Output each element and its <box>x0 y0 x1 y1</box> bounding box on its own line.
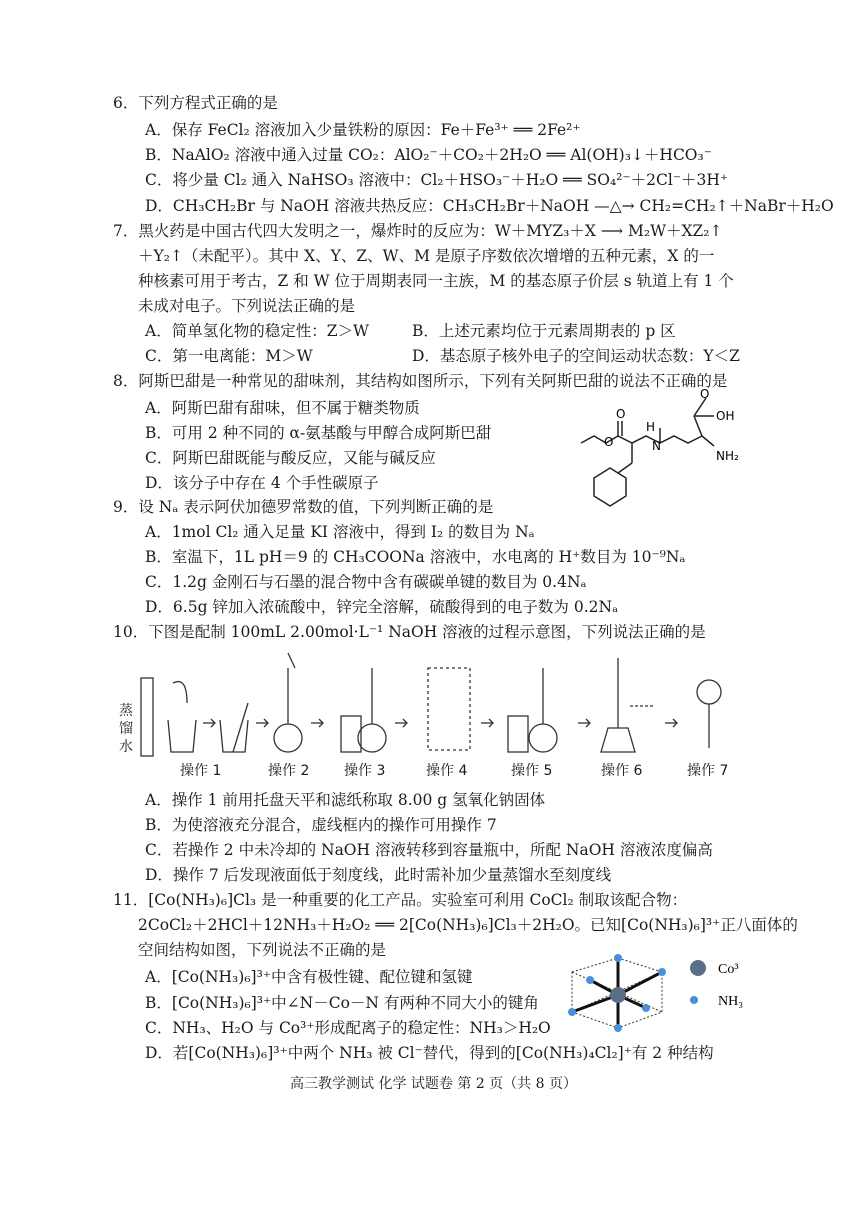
q8-option-c: C．阿斯巴甜既能与酸反应，又能与碱反应 <box>145 449 436 467</box>
q8-stem: 8．阿斯巴甜是一种常见的甜味剂，其结构如图所示，下列有关阿斯巴甜的说法不正确的是 <box>113 372 728 390</box>
step-label-3: 操作 3 <box>344 763 386 779</box>
q10-stem: 10．下图是配制 100mL 2.00mol·L⁻¹ NaOH 溶液的过程示意图，下列说法正确的是 <box>113 623 706 641</box>
aspartame-n: N <box>652 439 661 453</box>
q10-option-b: B．为使溶液充分混合，虚线框内的操作可用操作 7 <box>145 816 497 834</box>
q11-option-a: A．[Co(NH₃)₆]³⁺中含有极性键、配位键和氢键 <box>145 968 473 986</box>
aspartame-oh: OH <box>716 409 735 423</box>
q10-option-a: A．操作 1 前用托盘天平和滤纸称取 8.00 g 氢氧化钠固体 <box>145 791 546 809</box>
q11-option-d: D．若[Co(NH₃)₆]³⁺中两个 NH₃ 被 Cl⁻替代，得到的[Co(NH₃)₄Cl₂]⁺有 2 种结构 <box>145 1044 714 1062</box>
q11-stem-line3: 空间结构如图，下列说法不正确的是 <box>138 941 387 959</box>
q7-stem-line1: 7．黑火药是中国古代四大发明之一，爆炸时的反应为：W＋MYZ₃＋X ⟶ M₂W＋XZ₂↑ <box>113 222 723 240</box>
aspartame-o3: O <box>700 388 710 401</box>
q8-option-b: B．可用 2 种不同的 α-氨基酸与甲醇合成阿斯巴甜 <box>145 424 492 442</box>
legend-co: Co³ <box>718 962 739 977</box>
q6-option-a: A．保存 FeCl₂ 溶液加入少量铁粉的原因：Fe＋Fe³⁺ ══ 2Fe²⁺ <box>145 121 581 139</box>
q10-option-d: D．操作 7 后发现液面低于刻度线，此时需补加少量蒸馏水至刻度线 <box>145 866 612 884</box>
q9-option-a: A．1mol Cl₂ 通入足量 KI 溶液中，得到 I₂ 的数目为 Nₐ <box>145 523 535 541</box>
step-label-2: 操作 2 <box>268 763 310 779</box>
q11-option-c: C．NH₃、H₂O 与 Co³⁺形成配离子的稳定性：NH₃＞H₂O <box>145 1019 551 1037</box>
q10-option-c: C．若操作 2 中未冷却的 NaOH 溶液转移到容量瓶中，所配 NaOH 溶液浓度偏高 <box>145 841 713 859</box>
q7-option-a: A．简单氢化物的稳定性：Z＞W <box>145 322 369 340</box>
q8-option-d: D．该分子中存在 4 个手性碳原子 <box>145 474 379 492</box>
aspartame-h: H <box>646 420 656 434</box>
step-label-1: 操作 1 <box>180 763 222 779</box>
aspartame-o2: O <box>616 407 626 421</box>
q7-stem-line2: ＋Y₂↑（未配平）。其中 X、Y、Z、W、M 是原子序数依次增增的五种元素，X 的一 <box>138 247 715 265</box>
q7-option-b: B．上述元素均位于元素周期表的 p 区 <box>412 322 676 340</box>
q11-stem-line1: 11．[Co(NH₃)₆]Cl₃ 是一种重要的化工产品。实验室可利用 CoCl₂ 制取该配合物： <box>113 891 688 909</box>
q8-option-a: A．阿斯巴甜有甜味，但不属于糖类物质 <box>145 399 420 417</box>
legend-nh3: NH₃ <box>718 994 744 1009</box>
q7-stem-line3: 种核素可用于考古，Z 和 W 位于周期表同一主族，M 的基态原子价层 s 轨道上有 1 个 <box>138 272 734 290</box>
q11-option-b: B．[Co(NH₃)₆]³⁺中∠N－Co－N 有两种不同大小的键角 <box>145 994 539 1012</box>
aspartame-o1: O <box>604 435 614 449</box>
step-label-4: 操作 4 <box>426 763 468 779</box>
step-label-7: 操作 7 <box>687 763 729 779</box>
q9-stem: 9．设 Nₐ 表示阿伏加德罗常数的值，下列判断正确的是 <box>113 498 494 516</box>
q11-stem-line2: 2CoCl₂＋2HCl＋12NH₃＋H₂O₂ ══ 2[Co(NH₃)₆]Cl₃＋2H₂O。已知[Co(NH₃)₆]³⁺正八面体的 <box>138 916 798 934</box>
q7-stem-line4: 未成对电子。下列说法正确的是 <box>138 297 356 315</box>
step-label-6: 操作 6 <box>601 763 643 779</box>
aspartame-nh2: NH₂ <box>716 449 739 463</box>
octahedron-structure <box>560 950 760 1040</box>
q6-option-c: C．将少量 Cl₂ 通入 NaHSO₃ 溶液中：Cl₂＋HSO₃⁻＋H₂O ══ SO₄²⁻＋2Cl⁻＋3H⁺ <box>145 171 729 189</box>
step-label-5: 操作 5 <box>511 763 553 779</box>
q6-option-b: B．NaAlO₂ 溶液中通入过量 CO₂：AlO₂⁻＋CO₂＋2H₂O ══ Al(OH)₃↓＋HCO₃⁻ <box>145 146 712 164</box>
solution-preparation-diagram <box>113 648 753 783</box>
q6-stem: 6．下列方程式正确的是 <box>113 94 278 112</box>
q7-option-c: C．第一电离能：M＞W <box>145 347 313 365</box>
q7-option-d: D．基态原子核外电子的空间运动状态数：Y＜Z <box>412 347 740 365</box>
page-footer: 高三教学测试 化学 试题卷 第 2 页（共 8 页） <box>290 1076 577 1092</box>
q9-option-d: D．6.5g 锌加入浓硫酸中，锌完全溶解，硫酸得到的电子数为 0.2Nₐ <box>145 598 619 616</box>
q9-option-b: B．室温下，1L pH＝9 的 CH₃COONa 溶液中，水电离的 H⁺数目为 10⁻⁹Nₐ <box>145 548 686 566</box>
distilled-water-label: 蒸 馏 水 <box>119 703 133 755</box>
q9-option-c: C．1.2g 金刚石与石墨的混合物中含有碳碳单键的数目为 0.4Nₐ <box>145 573 587 591</box>
aspartame-structure <box>566 388 766 518</box>
q6-option-d: D．CH₃CH₂Br 与 NaOH 溶液共热反应：CH₃CH₂Br＋NaOH —△→ CH₂=CH₂↑＋NaBr＋H₂O <box>145 197 834 215</box>
